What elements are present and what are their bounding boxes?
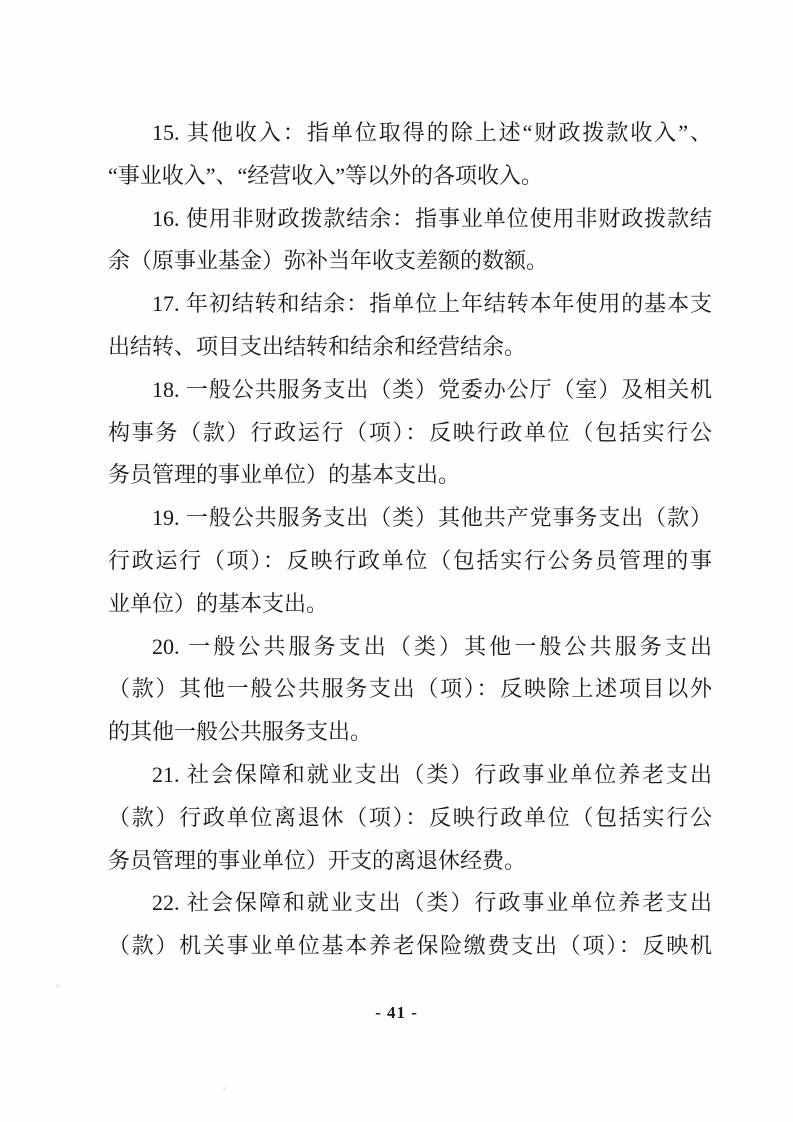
paragraph <box>108 369 712 497</box>
text-line: 21. 社会保障和就业支出（类）行政事业单位养老支出 <box>152 761 712 787</box>
paragraph <box>108 198 712 284</box>
document-body <box>108 112 712 968</box>
text-line: 20. 一般公共服务支出（类）其他一般公共服务支出 <box>152 633 712 659</box>
text-line: 出结转、项目支出结转和结余和经营结余。 <box>108 333 527 359</box>
text-line: 余（原事业基金）弥补当年收支差额的数额。 <box>108 248 549 274</box>
text-line: 务员管理的事业单位）的基本支出。 <box>108 462 461 488</box>
text-line: 15. 其他收入：指单位取得的除上述“财政拨款收入”、 <box>152 120 712 145</box>
paragraph <box>108 497 712 625</box>
text-line: 构事务（款）行政运行（项）：反映行政单位（包括实行公 <box>108 419 712 445</box>
paragraph <box>108 626 712 754</box>
text-line: 务员管理的事业单位）开支的离退休经费。 <box>108 847 527 873</box>
text-line: 16. 使用非财政拨款结余：指事业单位使用非财政拨款结 <box>152 205 712 231</box>
paragraph <box>108 882 712 968</box>
scan-artifact <box>222 1087 227 1090</box>
text-line: “事业收入”、“经营收入”等以外的各项收入。 <box>108 162 544 188</box>
page-number: - 41 - <box>375 1003 418 1022</box>
paragraph <box>108 283 712 369</box>
scan-artifact <box>56 984 60 988</box>
text-line: （款）其他一般公共服务支出（项）：反映除上述项目以外 <box>108 676 712 702</box>
text-line: 18. 一般公共服务支出（类）党委办公厅（室）及相关机 <box>152 376 712 402</box>
text-line: 行政运行（项）：反映行政单位（包括实行公务员管理的事 <box>108 547 712 573</box>
text-line: 17. 年初结转和结余：指单位上年结转本年使用的基本支 <box>152 291 712 317</box>
text-line: 19. 一般公共服务支出（类）其他共产党事务支出（款） <box>152 505 712 531</box>
paragraph <box>108 754 712 882</box>
text-line: （款）机关事业单位基本养老保险缴费支出（项）：反映机 <box>108 933 712 959</box>
text-line: 22. 社会保障和就业支出（类）行政事业单位养老支出 <box>152 890 712 916</box>
paragraph <box>108 112 712 198</box>
text-line: （款）行政单位离退休（项）：反映行政单位（包括实行公 <box>108 804 712 830</box>
text-line: 的其他一般公共服务支出。 <box>108 719 373 745</box>
text-line: 业单位）的基本支出。 <box>108 590 329 616</box>
